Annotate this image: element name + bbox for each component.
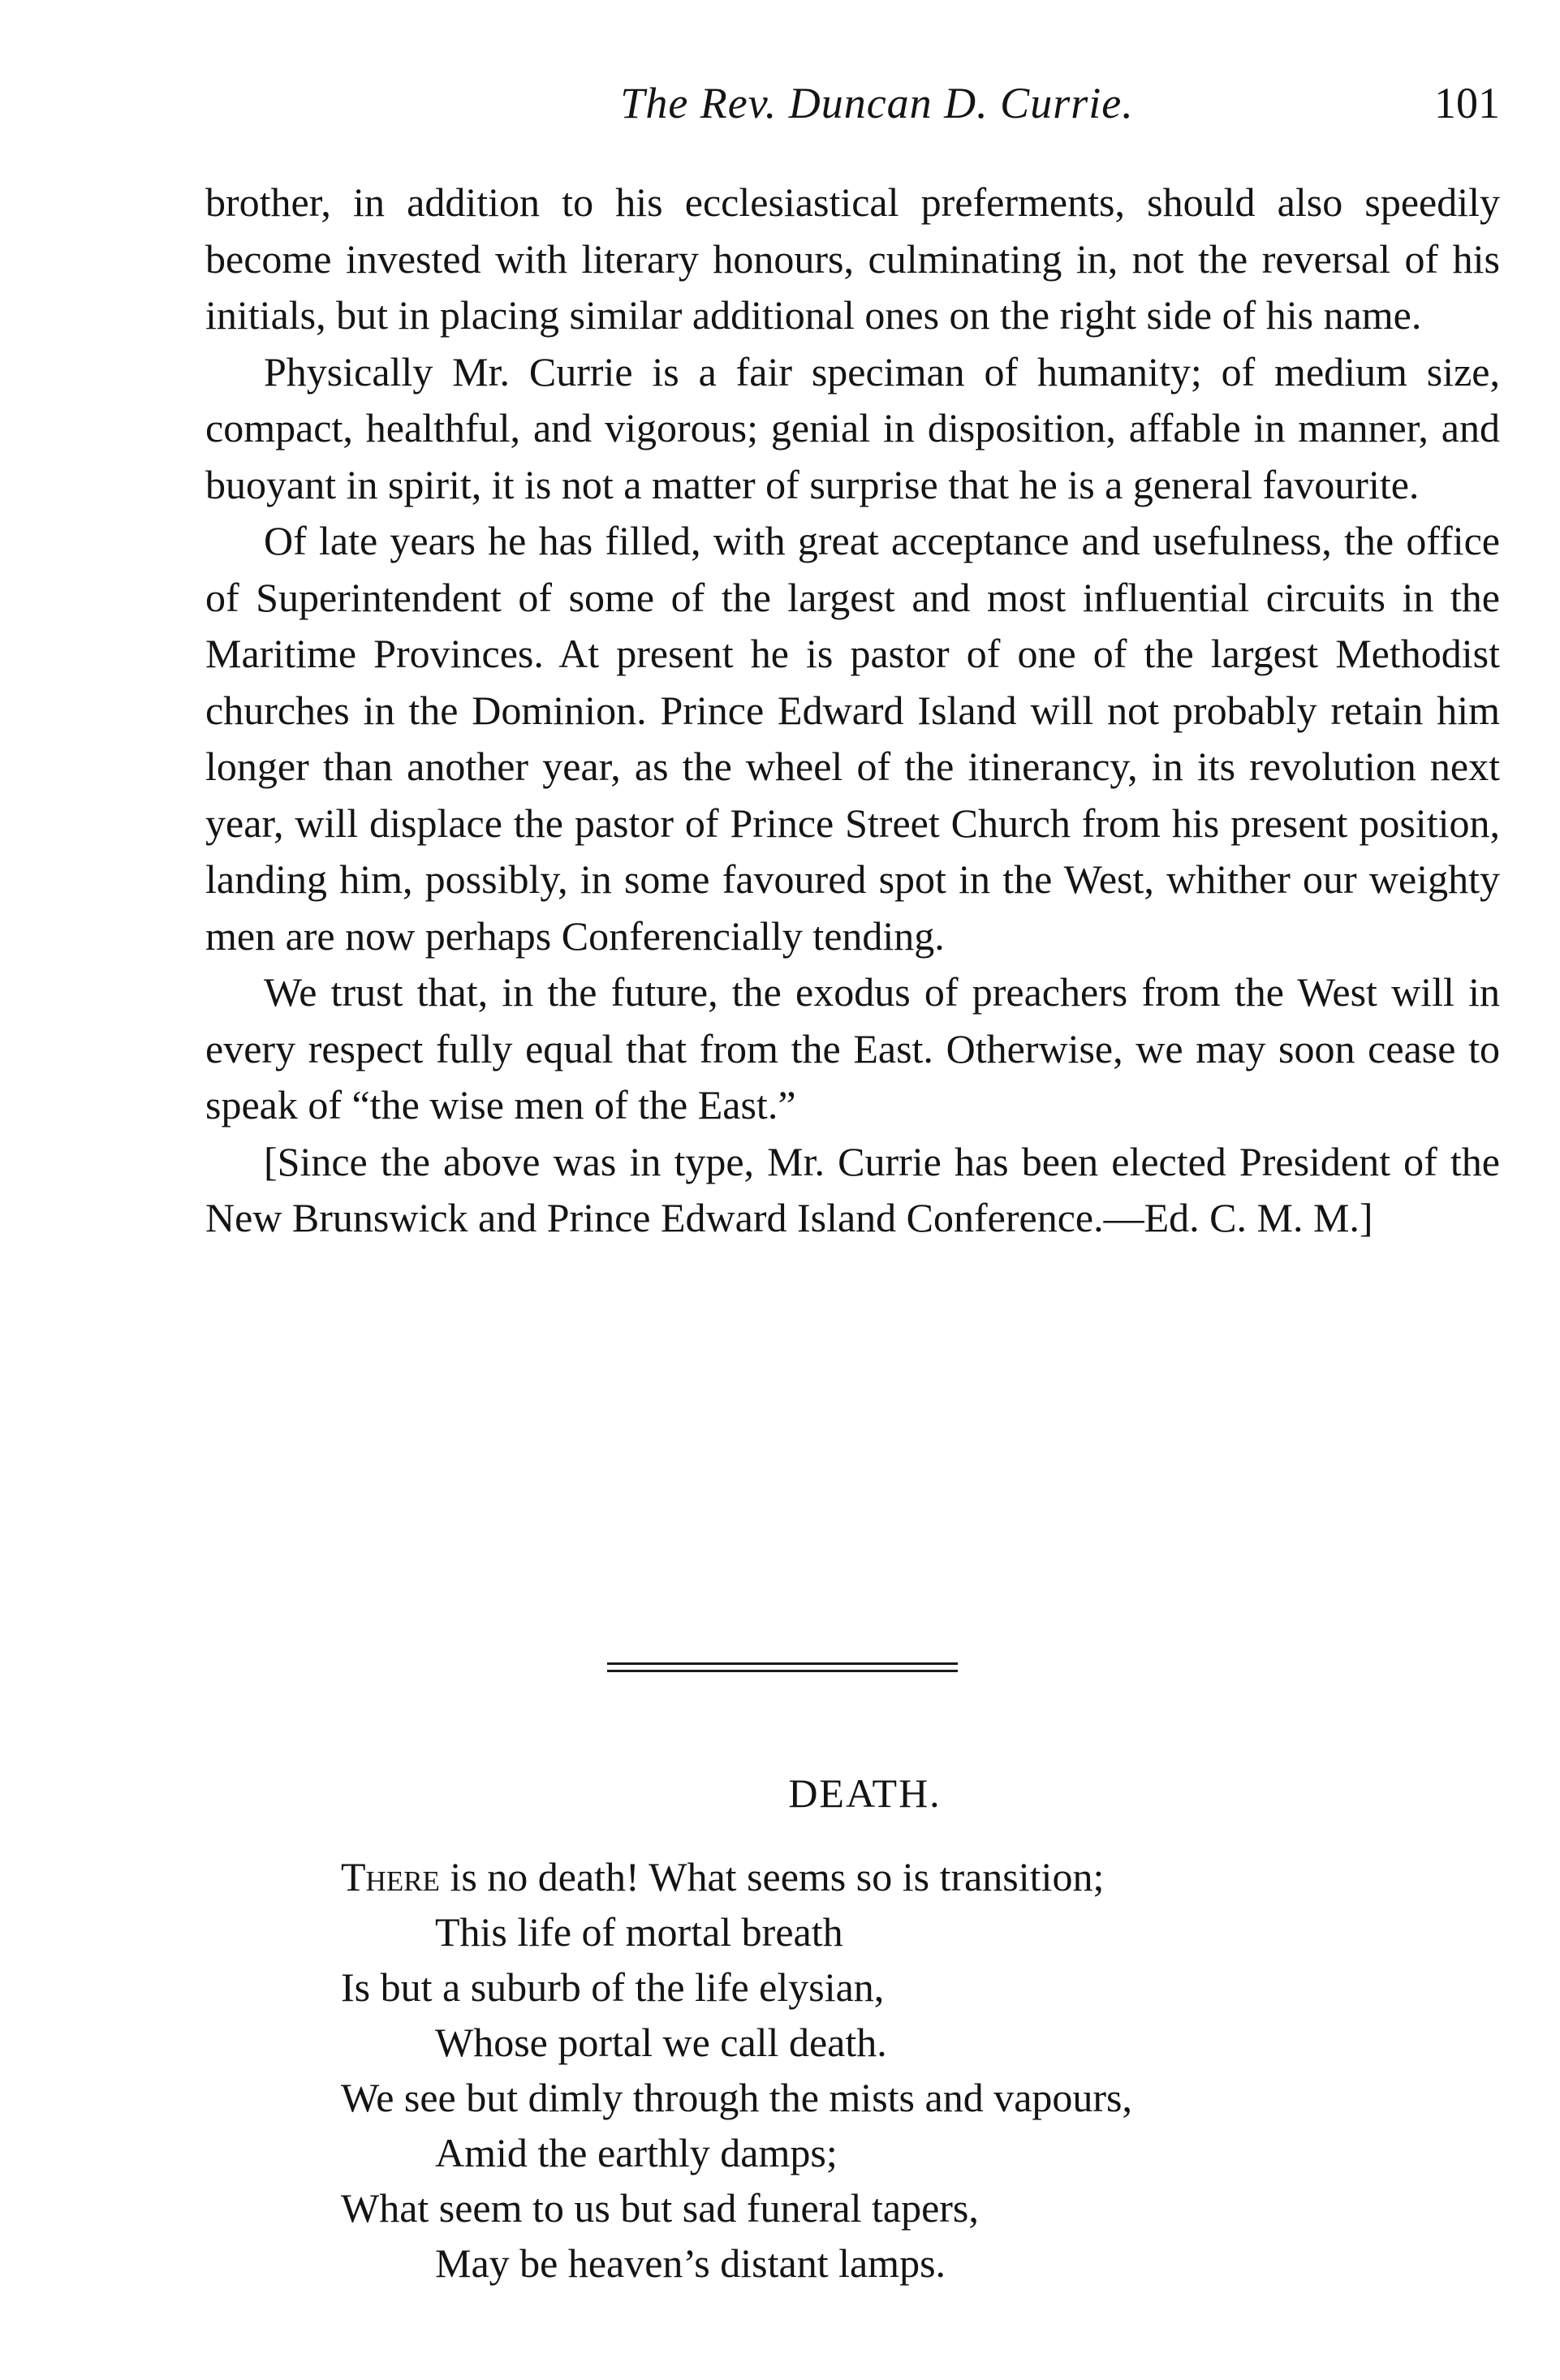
poem-first-word: There [341, 1854, 440, 1899]
page-number: 101 [1434, 79, 1500, 127]
running-head [205, 78, 1500, 143]
poem-title: DEATH. [788, 1770, 942, 1816]
divider-line-bottom [607, 1670, 958, 1672]
poem-line-4: Whose portal we call death. [435, 2020, 887, 2065]
poem-death [341, 1849, 1493, 2291]
poem-line-1 [341, 1849, 1493, 1904]
poem-line-3: Is but a suburb of the life elysian, [341, 1964, 885, 2010]
poem-line-5: We see but dimly through the mists and vapours, [341, 2075, 1132, 2120]
poem-line-8: May be heaven’s distant lamps. [435, 2240, 946, 2286]
divider-line-top [607, 1662, 958, 1665]
poem-line-6: Amid the earthly damps; [435, 2130, 838, 2175]
poem-line-2: This life of mortal breath [435, 1909, 843, 1955]
paragraph-exodus: We trust that, in the future, the exodus of preachers from the West will in every respect fully equal that from the East. Otherwise, we may soon cease to speak of “the wise men of the East.” [205, 969, 1500, 1127]
paragraph-continuation: brother, in addition to his ecclesiastical preferments, should also speedily become invested with literary honours, culminating in, not the reversal of his initials, but in placing similar additional ones on the right side of his name. [205, 179, 1500, 338]
poem-line-7: What seem to us but sad funeral tapers, [341, 2185, 979, 2231]
running-title: The Rev. Duncan D. Currie. [620, 79, 1134, 127]
article-body [205, 175, 1500, 1247]
paragraph-physically: Physically Mr. Currie is a fair speciman of humanity; of medium size, compact, healthful, and vigorous; genial in disposition, affable in manner, and buoyant in spirit, it is not a matter of surprise that he is a general favourite. [205, 348, 1500, 507]
paragraph-late-years: Of late years he has filled, with great acceptance and usefulness, the office of Superintendent of some of the largest and most influential circuits in the Maritime Provinces. At present he is pastor of one of the largest Methodist churches in the Dominion. Prince Edward Island will not probably retain him longer than another year, as the wheel of the itinerancy, in its revolution next year, will displace the pastor of Prince Street Church from his present position, landing him, possibly, in some favoured spot in the West, whither our weighty men are now perhaps Conferencially tending. [205, 518, 1500, 959]
poem-first-line-rest: is no death! What seems so is transition; [439, 1854, 1105, 1899]
section-divider [607, 1662, 958, 1677]
editor-note: [Since the above was in type, Mr. Currie has been elected President of the New Brunswick and Prince Edward Island Conference.—Ed. C. M. M.] [205, 1138, 1500, 1240]
